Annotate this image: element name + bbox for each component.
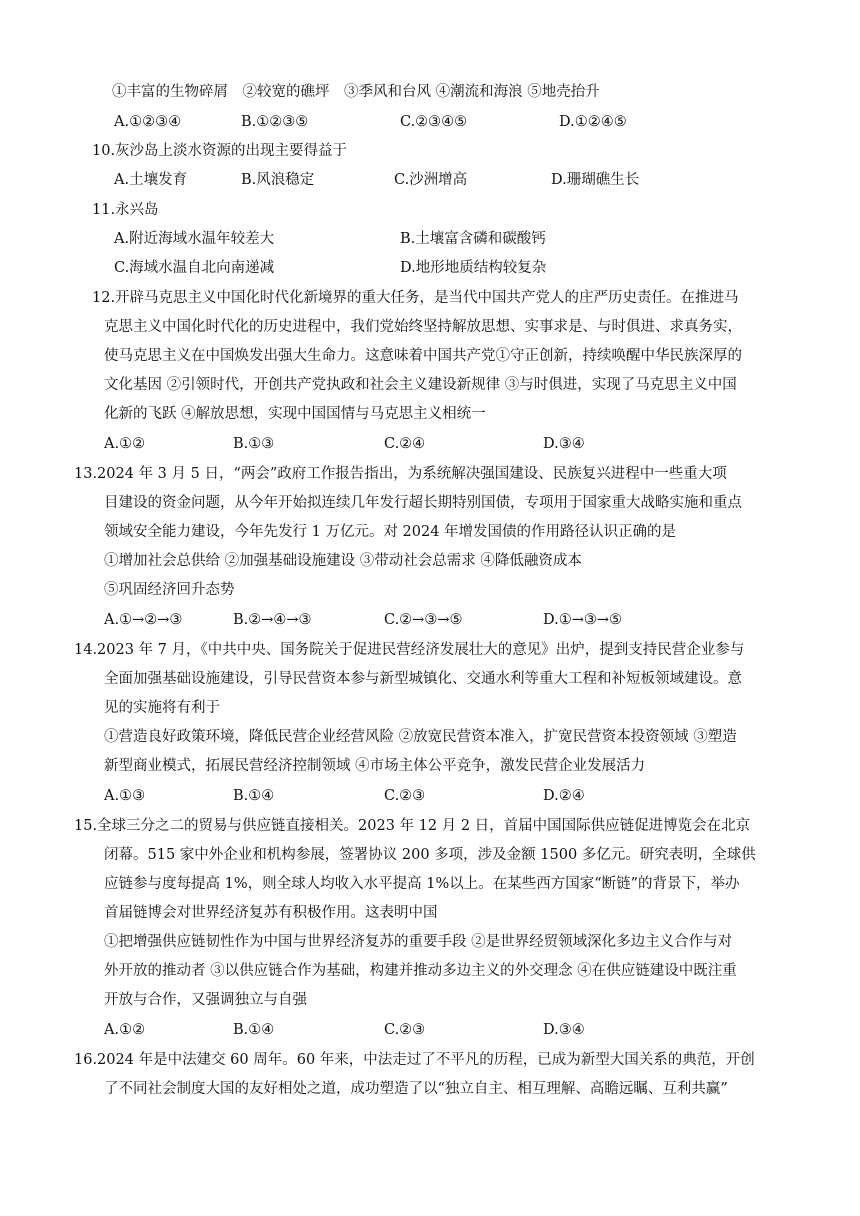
q13-line-5: ⑤巩固经济回升态势 [104, 582, 235, 598]
q12-line-4: 文化基因 ②引领时代，开创共产党执政和社会主义建设新规律 ③与时俱进，实现了马克思主义中国 [104, 377, 737, 393]
q14-option-c: C.②③ [384, 788, 426, 804]
q11-option-d: D.地形地质结构较复杂 [400, 260, 547, 276]
q14-line-4: ①营造良好政策环境，降低民营企业经营风险 ②放宽民营资本准入，扩宽民营资本投资领域 ③塑造 [104, 729, 737, 745]
q12-line-5: 化新的飞跃 ④解放思想，实现中国国情与马克思主义相统一 [104, 406, 486, 422]
q9-option-c: C.②③④⑤ [400, 114, 468, 130]
q15-line-1: 15.全球三分之二的贸易与供应链直接相关。2023 年 12 月 2 日，首届中国国际供应链促进博览会在北京 [74, 818, 751, 834]
q9-statements: ①丰富的生物碎屑 ②较宽的礁坪 ③季风和台风 ④潮流和海浪 ⑤地壳抬升 [112, 84, 600, 100]
q15-line-2: 闭幕。515 家中外企业和机构参展，签署协议 200 多项，涉及金额 1500 多亿元。研究表明，全球供 [104, 847, 756, 863]
q11-option-a: A.附近海域水温年较差大 [114, 231, 275, 247]
q12-line-3: 使马克思主义在中国焕发出强大生命力。这意味着中国共产党①守正创新，持续唤醒中华民族深厚的 [104, 348, 742, 364]
q13-option-b: B.②→④→③ [233, 612, 312, 628]
q12-line-2: 克思主义中国化时代化的历史进程中，我们党始终坚持解放思想、实事求是、与时俱进、求真务实， [104, 319, 742, 335]
q15-option-a: A.①② [104, 1022, 146, 1038]
q13-line-3: 领域安全能力建设，今年先发行 1 万亿元。对 2024 年增发国债的作用路径认识正确的是 [104, 524, 677, 540]
q14-line-5: 新型商业模式，拓展民营经济控制领域 ④市场主体公平竞争，激发民营企业发展活力 [104, 758, 646, 774]
q15-line-5: ①把增强供应链韧性作为中国与世界经济复苏的重要手段 ②是世界经贸领域深化多边主义合作与对 [104, 934, 733, 950]
q14-line-3: 见的实施将有利于 [104, 700, 220, 716]
q13-option-a: A.①→②→③ [104, 612, 183, 628]
q12-option-a: A.①② [104, 436, 146, 452]
q15-line-3: 应链参与度每提高 1%，则全球人均收入水平提高 1%以上。在某些西方国家“断链”的背景下，举办 [104, 876, 740, 892]
q11-option-c: C.海域水温自北向南递减 [114, 260, 275, 276]
q12-option-d: D.③④ [543, 436, 585, 452]
q10-option-b: B.风浪稳定 [241, 172, 315, 188]
q14-line-2: 全面加强基础设施建设，引导民营资本参与新型城镇化、交通水利等重大工程和补短板领域建设。意 [104, 671, 742, 687]
q12-option-b: B.①③ [233, 436, 275, 452]
q13-option-d: D.①→③→⑤ [543, 612, 623, 628]
q15-line-7: 开放与合作，又强调独立与自强 [104, 992, 307, 1008]
q15-line-6: 外开放的推动者 ③以供应链合作为基础，构建并推动多边主义的外交理念 ④在供应链建设中既注重 [104, 963, 737, 979]
q14-line-1: 14.2023 年 7 月，《中共中央、国务院关于促进民营经济发展壮大的意见》出炉，提到支持民营企业参与 [74, 642, 745, 658]
q10-option-d: D.珊瑚礁生长 [551, 172, 640, 188]
q16-line-1: 16.2024 年是中法建交 60 周年。60 年来，中法走过了不平凡的历程，已成为新型大国关系的典范，开创 [74, 1052, 755, 1068]
q9-option-d: D.①②④⑤ [559, 114, 627, 130]
q10-option-a: A.土壤发育 [114, 172, 188, 188]
q15-line-4: 首届链博会对世界经济复苏有积极作用。这表明中国 [104, 905, 438, 921]
q14-option-d: D.②④ [543, 788, 585, 804]
q13-line-4: ①增加社会总供给 ②加强基础设施建设 ③带动社会总需求 ④降低融资成本 [104, 553, 582, 569]
q11-option-b: B.土壤富含磷和碳酸钙 [400, 231, 546, 247]
q9-option-a: A.①②③④ [114, 114, 182, 130]
q11-stem: 11.永兴岛 [92, 202, 159, 218]
q10-stem: 10.灰沙岛上淡水资源的出现主要得益于 [92, 143, 348, 159]
q14-option-a: A.①③ [104, 788, 146, 804]
q15-option-d: D.③④ [543, 1022, 585, 1038]
q13-option-c: C.②→③→⑤ [384, 612, 463, 628]
q13-line-2: 目建设的资金问题，从今年开始拟连续几年发行超长期特别国债，专项用于国家重大战略实施和重点 [104, 495, 742, 511]
q14-option-b: B.①④ [233, 788, 275, 804]
q15-option-b: B.①④ [233, 1022, 275, 1038]
q12-line-1: 12.开辟马克思主义中国化时代化新境界的重大任务，是当代中国共产党人的庄严历史责任。在推进马 [92, 290, 739, 306]
q9-option-b: B.①②③⑤ [241, 114, 309, 130]
q16-line-2: 了不同社会制度大国的友好相处之道，成功塑造了以“独立自主、相互理解、高瞻远瞩、互利共赢” [104, 1081, 728, 1097]
q12-option-c: C.②④ [384, 436, 426, 452]
q15-option-c: C.②③ [384, 1022, 426, 1038]
q13-line-1: 13.2024 年 3 月 5 日，“两会”政府工作报告指出，为系统解决强国建设、民族复兴进程中一些重大项 [74, 466, 727, 482]
q10-option-c: C.沙洲增高 [394, 172, 468, 188]
